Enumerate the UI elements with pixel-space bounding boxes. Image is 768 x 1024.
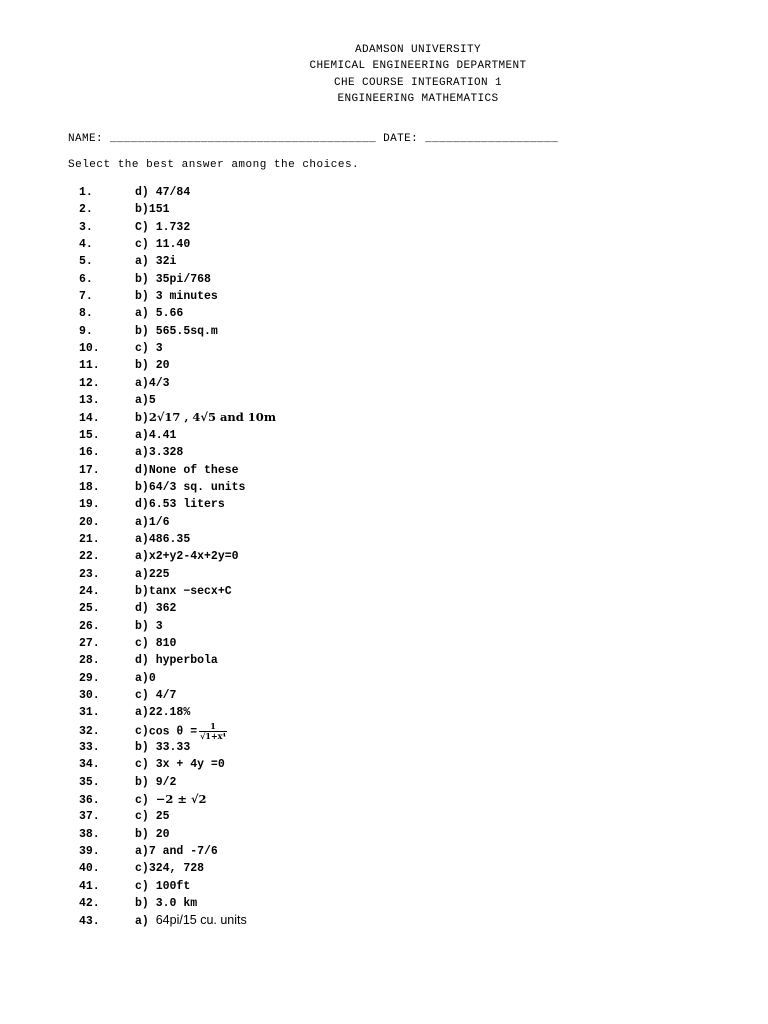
item-number: 31. [79,706,100,720]
answer-item [79,462,276,479]
answer-text: 9/2 [155,775,177,789]
answer-choice: b) [135,290,149,304]
answer-text: hyperbola [155,654,218,668]
answer-choice: c) [135,810,149,824]
item-number: 22. [79,550,100,564]
item-number: 7. [79,290,93,304]
item-number: 26. [79,619,100,633]
answer-text: 4/7 [155,688,177,702]
answer-text: 5 [148,394,156,408]
answer-text: 64pi/15 cu. units [155,913,247,928]
answer-item [79,236,276,253]
answer-item [79,756,276,773]
answer-text: 1/6 [148,515,170,529]
item-number: 40. [79,862,100,876]
answer-item [79,427,276,444]
answer-text: None of these [148,463,239,477]
answer-item [79,340,276,357]
answer-choice: a) [135,307,149,321]
answer-item [79,219,276,236]
item-number: 14. [79,412,100,426]
item-number: 21. [79,532,100,546]
answer-choice: d) [135,498,149,512]
answer-item [79,895,276,912]
answer-item [79,444,276,461]
answer-choice: c) [135,238,149,252]
answer-text: 565.5sq.m [155,324,218,338]
answer-choice: c) [135,758,149,772]
answer-item [79,201,276,218]
item-number: 11. [79,359,100,373]
answer-item [79,479,276,496]
answer-choice: a) [135,706,149,720]
answer-text: tanx −secx+C [148,584,232,598]
item-number: 8. [79,307,93,321]
answer-choice: c) [135,342,149,356]
answer-text: 3x + 4y =0 [155,758,225,772]
answer-text: 3.328 [148,446,184,460]
name-blank: ______________________________________ [110,133,377,145]
answer-text: 4.41 [148,428,177,442]
answer-text: 810 [155,636,177,650]
answer-choice: b) [135,359,149,373]
answer-item [79,600,276,617]
answer-text: 25 [155,810,170,824]
answer-item [79,253,276,270]
answer-text: x2+y2-4x+2y=0 [148,550,239,564]
answer-item [79,722,276,739]
answer-text: 20 [155,359,170,373]
answer-choice: c) [135,725,149,739]
fraction-denominator: √1+x⁴ [200,730,226,741]
item-number: 9. [79,324,93,338]
answer-text: 362 [155,602,177,616]
answer-choice: a) [135,567,149,581]
item-number: 16. [79,446,100,460]
item-number: 25. [79,602,100,616]
answer-text: 3 minutes [155,290,218,304]
answer-item [79,357,276,374]
name-date-line [68,133,558,145]
item-number: 23. [79,567,100,581]
item-number: 43. [79,915,100,929]
answer-item [79,583,276,600]
date-blank: ___________________ [425,133,559,145]
answer-choice: d) [135,186,149,199]
answer-item [79,878,276,895]
answer-text: 33.33 [155,741,191,754]
answer-item [79,860,276,877]
answer-item [79,409,276,426]
answer-text: 225 [148,567,170,581]
answer-item [79,826,276,843]
item-number: 12. [79,376,100,390]
department-title: CHEMICAL ENGINEERING DEPARTMENT [309,60,527,73]
item-number: 4. [79,238,93,252]
fraction-numerator: 1 [210,720,216,731]
answer-choice: a) [135,255,149,269]
answer-text: 151 [148,203,170,217]
item-number: 37. [79,810,100,824]
answer-choice: b) [135,619,149,633]
answer-text: 2√17 , 4√5 and 10m [148,410,276,425]
answer-choice: c) [135,688,149,702]
answer-item [79,566,276,583]
answer-text: 64/3 sq. units [148,480,246,494]
item-number: 42. [79,897,100,911]
university-title: ADAMSON UNIVERSITY [354,44,482,56]
name-label: NAME: [68,133,104,145]
instructions: Select the best answer among the choices. [68,159,360,171]
answer-text: −2 ± √2 [155,792,207,807]
answer-item [79,288,276,305]
item-number: 38. [79,827,100,841]
item-number: 34. [79,758,100,772]
answer-choice: d) [135,463,149,477]
item-number: 15. [79,428,100,442]
answer-text: 4/3 [148,376,170,390]
answer-text: 324, 728 [148,862,205,876]
answer-choice: b) [135,272,149,286]
item-number: 33. [79,741,100,754]
answer-text: 35pi/768 [155,272,211,286]
answer-choice: b) [135,324,149,338]
item-number: 5. [79,255,93,269]
answer-text: 486.35 [148,532,191,546]
answer-item [79,791,276,808]
answer-item [79,687,276,704]
item-number: 24. [79,584,100,598]
answer-item [79,496,276,513]
item-number: 35. [79,775,100,789]
answer-choice: a) [135,376,149,390]
item-number: 29. [79,671,100,685]
answer-item [79,392,276,409]
answer-choice: a) [135,515,149,529]
item-number: 2. [79,203,93,217]
answer-item [79,548,276,565]
answer-choice: b) [135,897,149,911]
answer-item [79,375,276,392]
answer-choice: d) [135,602,149,616]
answer-item [79,739,276,756]
date-label: DATE: [383,133,419,145]
answer-text: 20 [155,827,170,841]
answer-item [79,323,276,340]
answer-choice: c) [135,862,149,876]
answer-item [79,808,276,825]
item-number: 27. [79,636,100,650]
answer-text: 1.732 [155,220,191,234]
answer-text: 11.40 [155,238,191,252]
item-number: 20. [79,515,100,529]
answer-item [79,843,276,860]
answer-choice: C) [135,220,149,234]
answer-text: 6.53 liters [148,498,225,512]
item-number: 28. [79,654,100,668]
answer-choice: c) [135,636,149,650]
item-number: 39. [79,845,100,859]
answer-item [79,912,276,929]
item-number: 36. [79,794,100,808]
answer-text: 3.0 km [155,897,198,911]
answer-choice: a) [135,394,149,408]
answer-choice: c) [135,794,149,808]
course-title: CHE COURSE INTEGRATION 1 [333,76,503,89]
answer-text: 47/84 [155,186,191,199]
subject-title: ENGINEERING MATHEMATICS [337,93,499,106]
answer-text: 100ft [155,879,191,893]
item-number: 1. [79,186,93,199]
answer-text: 5.66 [155,307,184,321]
answer-item [79,305,276,322]
item-number: 3. [79,220,93,234]
answer-text: 22.18% [148,706,191,720]
answer-choice: a) [135,671,149,685]
answer-choice: a) [135,550,149,564]
answer-text: 32i [155,255,177,269]
answer-choice: a) [135,428,149,442]
answer-text: 3 [155,342,163,356]
answer-choice: b) [135,741,149,754]
item-number: 19. [79,498,100,512]
item-number: 6. [79,272,93,286]
item-number: 32. [79,725,100,739]
answer-text: 3 [155,619,163,633]
answer-choice: a) [135,446,149,460]
answer-choice: d) [135,654,149,668]
answer-item [79,271,276,288]
document-header [0,42,768,108]
answer-list [79,184,276,930]
answer-choice: b) [135,775,149,789]
answer-item [79,531,276,548]
answer-item [79,618,276,635]
answer-choice: b) [135,412,149,426]
answer-item [79,184,276,201]
answer-text: 0 [148,671,156,685]
answer-item [79,774,276,791]
item-number: 10. [79,342,100,356]
answer-choice: a) [135,532,149,546]
item-number: 18. [79,480,100,494]
answer-text: 7 and -7/6 [148,845,218,859]
answer-choice: b) [135,827,149,841]
answer-item [79,652,276,669]
answer-item [79,670,276,687]
answer-item [79,514,276,531]
answer-choice: b) [135,584,149,598]
item-number: 41. [79,879,100,893]
answer-choice: a) [135,915,149,929]
answer-fraction [199,722,227,741]
answer-item [79,704,276,721]
answer-choice: a) [135,845,149,859]
answer-item [79,635,276,652]
item-number: 30. [79,688,100,702]
answer-choice: b) [135,480,149,494]
item-number: 17. [79,463,100,477]
answer-choice: b) [135,203,149,217]
answer-text: cos θ = [148,725,198,739]
item-number: 13. [79,394,100,408]
answer-choice: c) [135,879,149,893]
